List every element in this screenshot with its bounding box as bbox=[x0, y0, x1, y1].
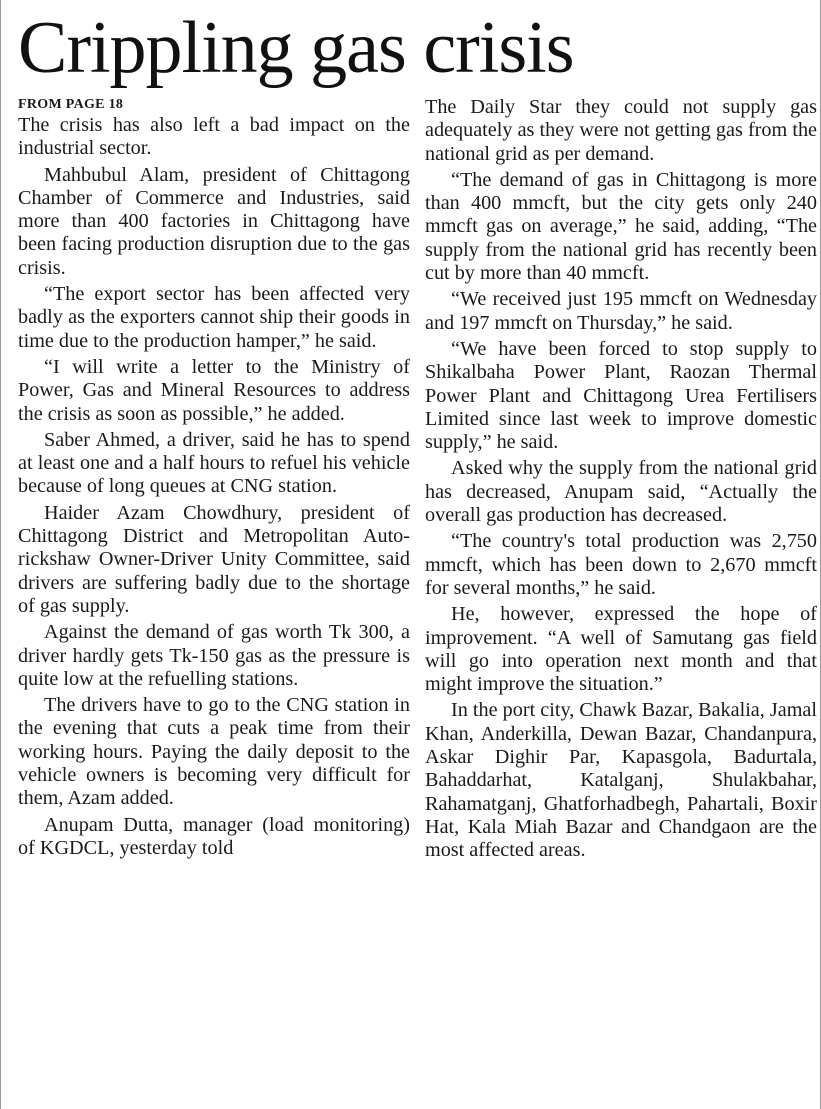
paragraph: “We have been forced to stop supply to Shikalbaha Power Plant, Raozan Thermal Power Plant and Chittagong Urea Fertilisers Limited since last week to improve domestic supply,” he said. bbox=[425, 337, 817, 454]
paragraph: The drivers have to go to the CNG station in the evening that cuts a peak time from their working hours. Paying the daily deposit to the vehicle owners is becoming very difficult for them, Azam added. bbox=[18, 694, 410, 810]
right-column bbox=[425, 96, 817, 866]
paragraph: Against the demand of gas worth Tk 300, a driver hardly gets Tk-150 gas as the pressure is quite low at the refuelling stations. bbox=[18, 621, 410, 690]
paragraph: Asked why the supply from the national grid has decreased, Anupam said, “Actually the overall gas production has decreased. bbox=[425, 457, 817, 527]
paragraph: The Daily Star they could not supply gas adequately as they were not getting gas from the national grid as per demand. bbox=[425, 96, 817, 165]
left-border bbox=[0, 0, 1, 1109]
paragraph: He, however, expressed the hope of improvement. “A well of Samutang gas field will go into operation next month and that might improve the situation.” bbox=[425, 603, 817, 696]
paragraph: Saber Ahmed, a driver, said he has to spend at least one and a half hours to refuel his vehicle because of long queues at CNG station. bbox=[18, 428, 410, 498]
headline: Crippling gas crisis bbox=[18, 7, 574, 89]
paragraph: “The demand of gas in Chittagong is more than 400 mmcft, but the city gets only 240 mmcft gas on average,” he said, adding, “The supply from the national grid has recently been cut by more than 40 mmcft. bbox=[425, 168, 817, 285]
continuation-kicker: FROM PAGE 18 bbox=[18, 97, 124, 112]
left-column bbox=[18, 96, 410, 863]
paragraph: Mahbubul Alam, president of Chittagong Chamber of Commerce and Industries, said more than 400 factories in Chittagong have been facing production disruption due to the gas crisis. bbox=[18, 163, 410, 279]
paragraph: “I will write a letter to the Ministry of Power, Gas and Mineral Resources to address the crisis as soon as possible,” he added. bbox=[18, 355, 410, 425]
paragraph: “We received just 195 mmcft on Wednesday and 197 mmcft on Thursday,” he said. bbox=[425, 288, 817, 334]
paragraph: “The export sector has been affected very badly as the exporters cannot ship their goods in time due to the production hamper,” he said. bbox=[18, 283, 410, 352]
paragraph: “The country's total production was 2,750 mmcft, which has been down to 2,670 mmcft for several months,” he said. bbox=[425, 530, 817, 599]
paragraph: Haider Azam Chowdhury, president of Chittagong District and Metropolitan Auto-rickshaw Owner-Driver Unity Committee, said drivers are suffering badly due to the shortage of gas supply. bbox=[18, 501, 410, 617]
paragraph: The crisis has also left a bad impact on the industrial sector. bbox=[18, 114, 410, 160]
paragraph: Anupam Dutta, manager (load monitoring) of KGDCL, yesterday told bbox=[18, 813, 410, 859]
paragraph: In the port city, Chawk Bazar, Bakalia, Jamal Khan, Anderkilla, Dewan Bazar, Chandanpura, Askar Dighir Par, Kapasgola, Badurtala, Bahaddarhat, Katalganj, Shulakbahar, Rahamatganj, Ghatforhadbegh, Pahartali, Boxir Hat, Kala Miah Bazar and Chandgaon are the most affected areas. bbox=[425, 699, 817, 862]
